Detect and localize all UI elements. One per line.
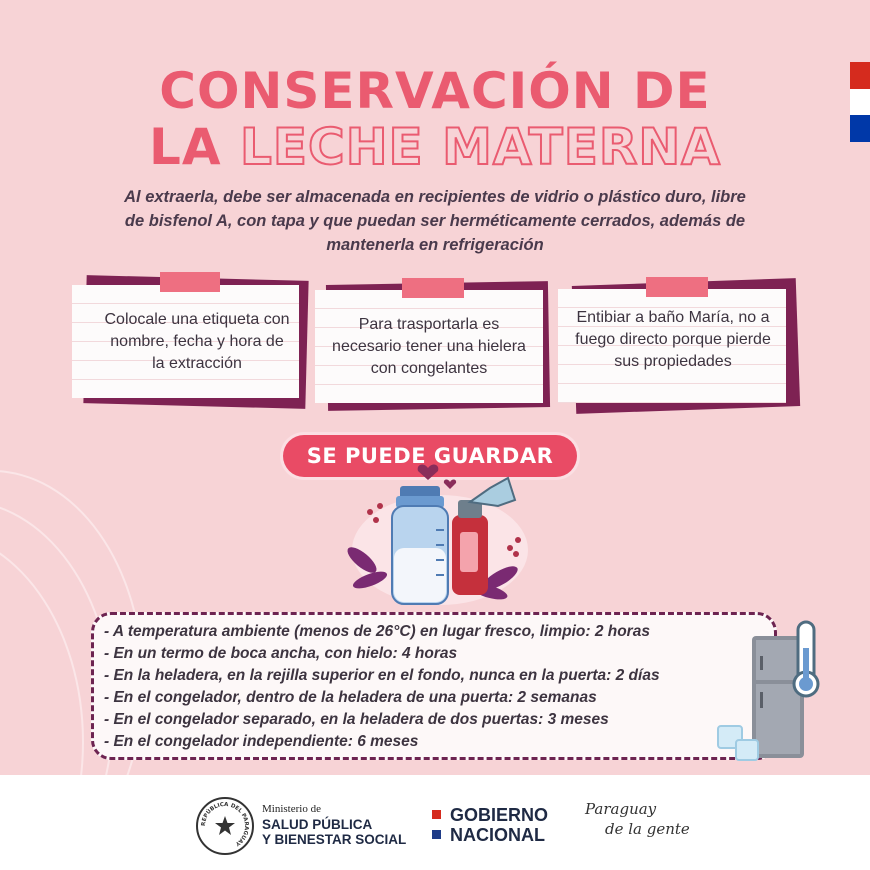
title-outline-words: LECHE MATERNA <box>239 118 721 176</box>
tip-text: Para trasportarla es necesario tener una hielera con congelantes <box>332 316 526 377</box>
storage-item: - En el congelador, dentro de la heladera de una puerta: 2 semanas <box>104 689 597 706</box>
storage-list <box>91 612 777 760</box>
gov-red-square-icon <box>432 810 441 819</box>
thermometer-icon <box>794 622 818 696</box>
tip-text: Entibiar a baño María, no a fuego directo porque pierde sus propiedades <box>575 309 771 370</box>
seal-text: REPÚBLICA DEL PARAGUAY <box>200 801 250 847</box>
storage-item: - En el congelador separado, en la heladera de dos puertas: 3 meses <box>104 711 609 728</box>
storage-item: - A temperatura ambiente (menos de 26°C) en lugar fresco, limpio: 2 horas <box>104 623 650 640</box>
tip-text: Colocale una etiqueta con nombre, fecha y hora de la extracción <box>104 311 290 372</box>
footer <box>0 775 870 870</box>
milk-bottles-illustration <box>340 460 540 610</box>
storage-item: - En la heladera, en la rejilla superior en el fondo, nunca en la puerta: 2 días <box>104 667 660 684</box>
intro-text: Al extraerla, debe ser almacenada en recipientes de vidrio o plástico duro, libre de bisfenol A, con tapa y que puedan ser herméticamente cerrados, además de mantenerla en refrigeración <box>124 188 746 254</box>
title-solid-word: LA <box>149 118 222 176</box>
national-seal-icon <box>196 797 254 855</box>
storage-item: - En el congelador independiente: 6 meses <box>104 733 419 750</box>
card-tape <box>160 272 220 292</box>
heart-icon <box>418 464 439 480</box>
title-line-1: CONSERVACIÓN DE <box>159 62 711 120</box>
ministry-name: SALUD PÚBLICA Y BIENESTAR SOCIAL <box>262 817 407 847</box>
ministry-label: Ministerio de <box>262 803 321 815</box>
fridge-icon <box>712 618 832 768</box>
title-line-2 <box>0 118 870 176</box>
card-tape <box>646 277 708 297</box>
card-tape <box>402 278 464 298</box>
government-logo: GOBIERNO NACIONAL <box>450 805 549 845</box>
slogan-logo: Paraguay de la gente <box>585 800 690 838</box>
heart-icon <box>444 479 456 489</box>
storage-item: - En un termo de boca ancha, con hielo: 4 horas <box>104 645 458 662</box>
storage-heading: SE PUEDE GUARDAR <box>283 435 577 477</box>
gov-blue-square-icon <box>432 830 441 839</box>
